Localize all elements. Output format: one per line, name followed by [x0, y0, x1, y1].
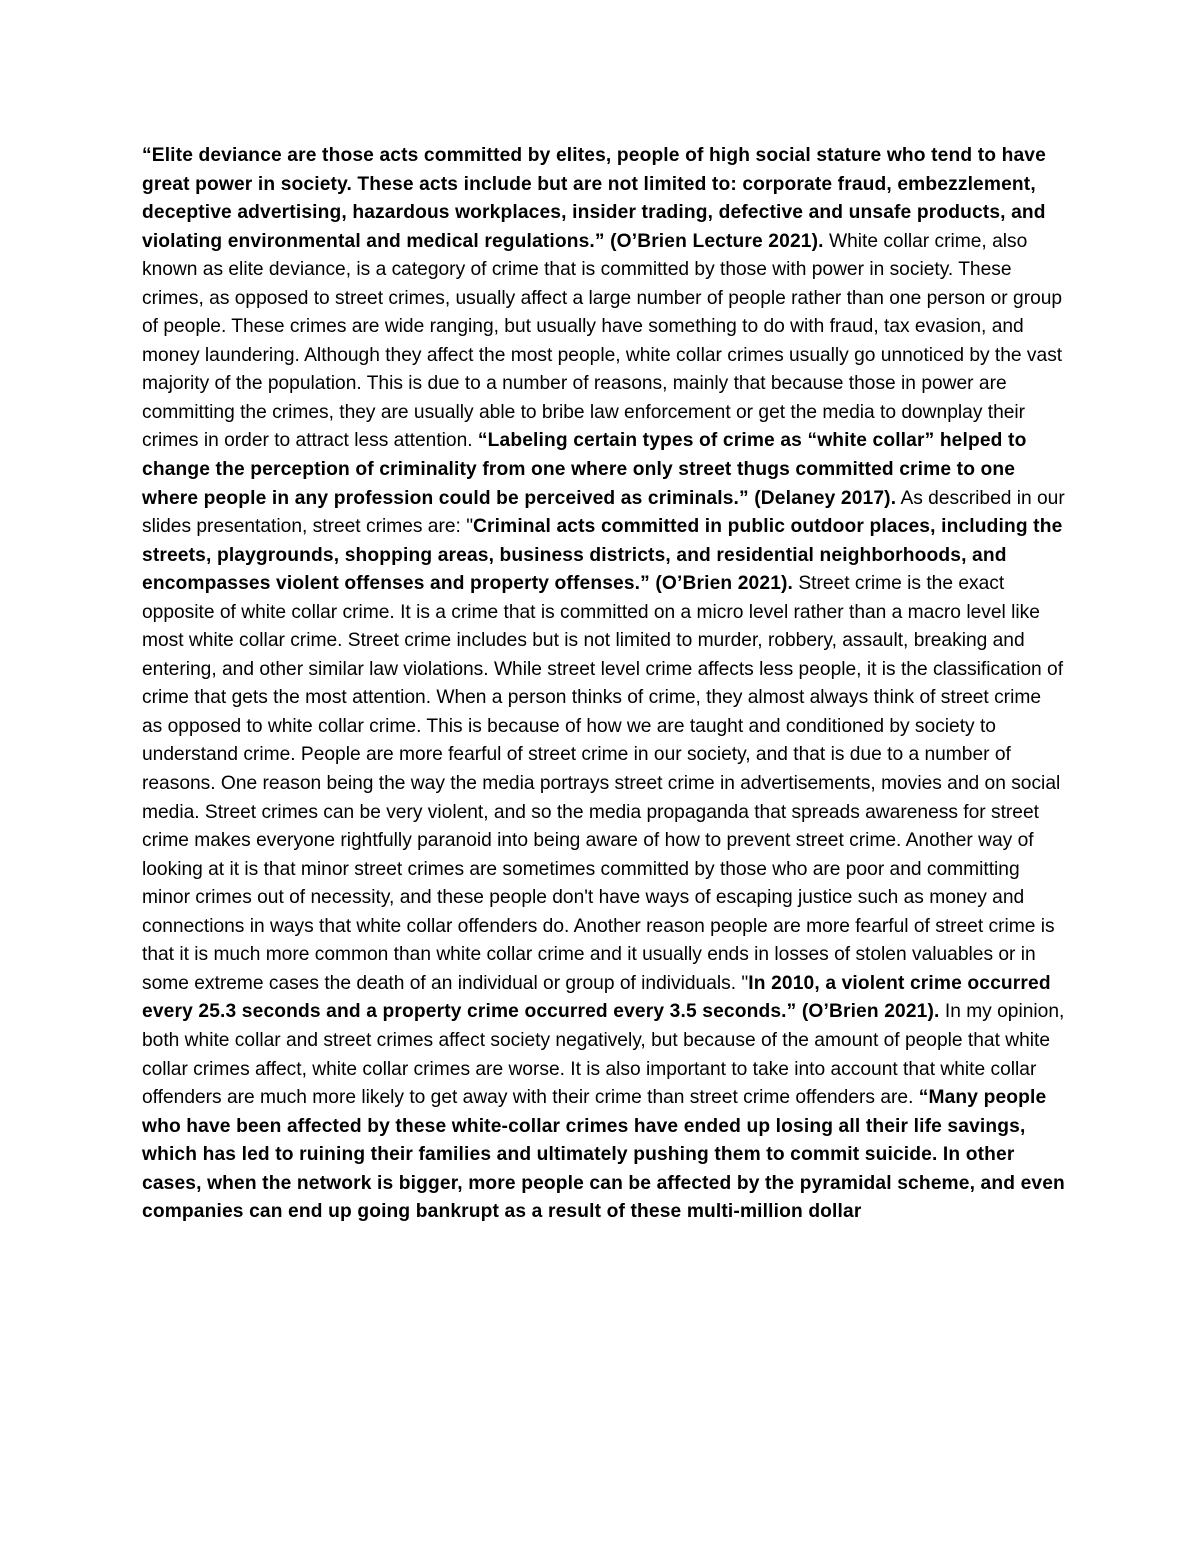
quote-elite-deviance: “Elite deviance are those acts committed by elites, people of high social stature who tend to have great power in society. These acts include but are not limited to: corporate fraud, embezzlement, deceptive advertising, hazardous workplaces, insider trading, defective and unsafe products, and violating environmental and medical regulations.” (O’Brien Lecture 2021). [142, 145, 1046, 252]
quote-affected-victims: “Many people who have been affected by these white-collar crimes have ended up losing all their life savings, which has led to ruining their families and ultimately pushing them to commit suicide. In other cases, when the network is bigger, more people can be affected by the pyramidal scheme, and even companies can end up going bankrupt as a result of these multi-million dollar [142, 1087, 1065, 1223]
text-street-crime-lead: As described in our slides presentation, street crimes are: " [142, 487, 1065, 538]
quote-street-crime-definition: Criminal acts committed in public outdoor places, including the streets, playgrounds, shopping areas, business districts, and residential neighborhoods, and encompasses violent offenses and property offenses.” (O’Brien 2021). [142, 516, 1063, 595]
quote-labeling-white-collar: “Labeling certain types of crime as “white collar” helped to change the perception of criminality from one where only street thugs committed crime to one where people in any profession could be perceived as criminals.” (Delaney 2017). [142, 430, 1027, 509]
text-opinion: In my opinion, both white collar and street crimes affect society negatively, but because of the amount of people that white collar crimes affect, white collar crimes are worse. It is also important to take into account that white collar offenders are much more likely to get away with their crime than street crime offenders are. [142, 1001, 1065, 1109]
essay-paragraph [142, 142, 1066, 1227]
quote-crime-statistics: In 2010, a violent crime occurred every 25.3 seconds and a property crime occurred every 3.5 seconds.” (O’Brien 2021). [142, 972, 1051, 1023]
text-white-collar-intro: White collar crime, also known as elite deviance, is a category of crime that is committed by those with power in society. These crimes, as opposed to street crimes, usually affect a large number of people rather than one person or group of people. These crimes are wide ranging, but usually have something to do with fraud, tax evasion, and money laundering. Although they affect the most people, white collar crimes usually go unnoticed by the vast majority of the population. This is due to a number of reasons, mainly that because those in power are committing the crimes, they are usually able to bribe law enforcement or get the media to downplay their crimes in order to attract less attention. [142, 230, 1063, 452]
text-street-crime-discussion: Street crime is the exact opposite of white collar crime. It is a crime that is committed on a micro level rather than a macro level like most white collar crime. Street crime includes but is not limited to murder, robbery, assault, breaking and entering, and other similar law violations. While street level crime affects less people, it is the classification of crime that gets the most attention. When a person thinks of crime, they almost always think of street crime as opposed to white collar crime. This is because of how we are taught and conditioned by society to understand crime. People are more fearful of street crime in our society, and that is due to a number of reasons. One reason being the way the media portrays street crime in advertisements, movies and on social media. Street crimes can be very violent, and so the media propaganda that spreads awareness for street crime makes everyone rightfully paranoid into being aware of how to prevent street crime. Another way of looking at it is that minor street crimes are sometimes committed by those who are poor and committing minor crimes out of necessity, and these people don't have ways of escaping justice such as money and connections in ways that white collar offenders do. Another reason people are more fearful of street crime is that it is much more common than white collar crime and it usually ends in losses of stolen valuables or in some extreme cases the death of an individual or group of individuals. " [142, 573, 1064, 994]
